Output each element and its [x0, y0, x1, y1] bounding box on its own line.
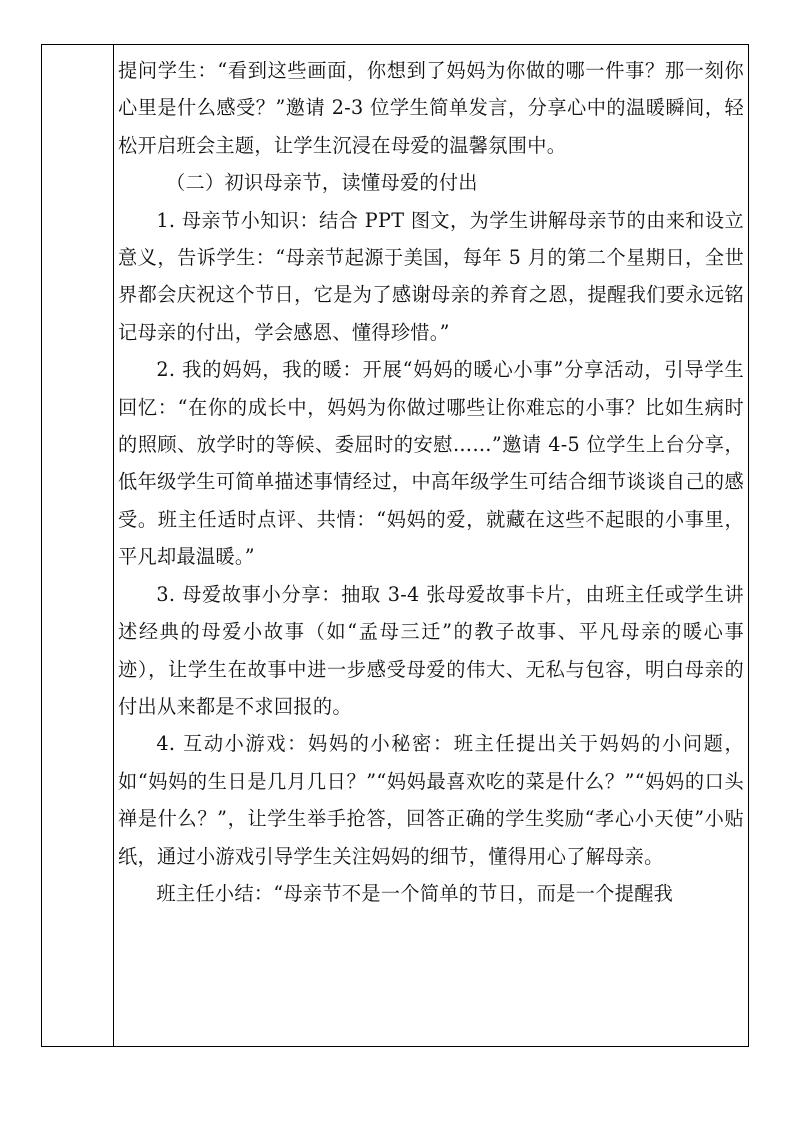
paragraph-item-2: 2. 我的妈妈，我的暖：开展“妈妈的暖心小事”分享活动，引导学生回忆：“在你的成长中，妈妈为你做过哪些让你难忘的小事？比如生病时的照顾、放学时的等候、委屈时的安慰……”邀请 4-5 位学生上台分享，低年级学生可简单描述事情经过，中高年级学生可结合细节谈谈自己的感受。班主任适时点评、共情：“妈妈的爱，就藏在这些不起眼的小事里，平凡却最温暖。” — [118, 358, 744, 569]
paragraph-item-3: 3. 母爱故事小分享：抽取 3-4 张母爱故事卡片，由班主任或学生讲述经典的母爱小故事（如“孟母三迁”的教子故事、平凡母亲的暖心事迹），让学生在故事中进一步感受母爱的伟大、无私与包容，明白母亲的付出从来都是不求回报的。 — [118, 582, 744, 718]
section-heading: （二）初识母亲节，读懂母爱的付出 — [166, 171, 478, 195]
left-label-cell — [42, 45, 112, 1046]
paragraph-item-1: 1. 母亲节小知识：结合 PPT 图文，为学生讲解母亲节的由来和设立意义，告诉学生：“母亲节起源于美国，每年 5 月的第二个星期日，全世界都会庆祝这个节日，它是为了感谢母亲的养育之恩，提醒我们要永远铭记母亲的付出，学会感恩、懂得珍惜。” — [118, 208, 744, 344]
column-divider — [113, 44, 114, 1047]
paragraph-summary: 班主任小结：“母亲节不是一个简单的节日，而是一个提醒我 — [156, 881, 674, 905]
paragraph-item-4: 4. 互动小游戏：妈妈的小秘密：班主任提出关于妈妈的小问题，如“妈妈的生日是几月几日？”“妈妈最喜欢吃的菜是什么？”“妈妈的口头禅是什么？”，让学生举手抢答，回答正确的学生奖励“孝心小天使”小贴纸，通过小游戏引导学生关注妈妈的细节，懂得用心了解母亲。 — [118, 732, 744, 868]
paragraph-intro-question: 提问学生：“看到这些画面，你想到了妈妈为你做的哪一件事？那一刻你心里是什么感受？”邀请 2-3 位学生简单发言，分享心中的温暖瞬间，轻松开启班会主题，让学生沉浸在母爱的温馨氛围中。 — [118, 59, 744, 157]
content-cell — [118, 52, 744, 912]
